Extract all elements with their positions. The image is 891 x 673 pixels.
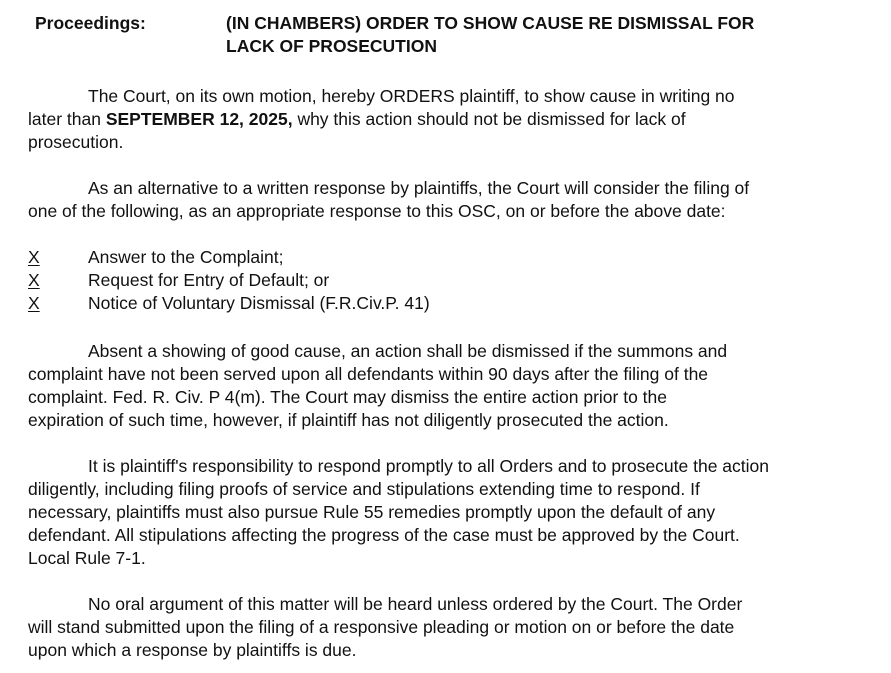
proceedings-title-line-2: LACK OF PROSECUTION — [226, 36, 437, 56]
paragraph-show-cause-line-3: prosecution. — [28, 132, 124, 152]
checklist-item — [28, 246, 628, 269]
checklist-item-label: Answer to the Complaint; — [88, 247, 284, 267]
checklist-item — [28, 292, 628, 315]
proceedings-title — [226, 12, 876, 58]
paragraph-alternative-response — [28, 177, 878, 223]
paragraph-good-cause-line-1: Absent a showing of good cause, an action shall be dismissed if the summons and — [88, 341, 728, 361]
paragraph-oral-argument-line-1: No oral argument of this matter will be heard unless ordered by the Court. The Order — [88, 594, 743, 614]
paragraph-good-cause — [28, 340, 878, 432]
checklist-item-label: Request for Entry of Default; or — [88, 270, 330, 290]
paragraph-show-cause-line-1: The Court, on its own motion, hereby ORDERS plaintiff, to show cause in writing no — [88, 86, 735, 106]
paragraph-show-cause-line-2-pre: later than — [28, 109, 106, 129]
paragraph-oral-argument — [28, 593, 878, 662]
check-mark-icon: X — [28, 293, 40, 313]
paragraph-oral-argument-line-3: upon which a response by plaintiffs is due. — [28, 640, 357, 660]
proceedings-label: Proceedings: — [35, 13, 146, 33]
check-mark-icon: X — [28, 270, 40, 290]
proceedings-title-line-1: (IN CHAMBERS) ORDER TO SHOW CAUSE RE DISMISSAL FOR — [226, 13, 755, 33]
deadline-date: SEPTEMBER 12, 2025, — [105, 109, 293, 129]
paragraph-responsibility-line-5: Local Rule 7-1. — [28, 548, 146, 568]
paragraph-good-cause-line-4: expiration of such time, however, if plaintiff has not diligently prosecuted the action. — [28, 410, 669, 430]
paragraph-good-cause-line-3: complaint. Fed. R. Civ. P 4(m). The Court may dismiss the entire action prior to the — [28, 387, 667, 407]
check-mark-icon: X — [28, 247, 40, 267]
proceedings-header — [0, 0, 891, 70]
response-checklist — [28, 246, 628, 315]
paragraph-plaintiff-responsibility — [28, 455, 878, 570]
paragraph-show-cause — [28, 85, 878, 154]
paragraph-responsibility-line-3: necessary, plaintiffs must also pursue Rule 55 remedies promptly upon the default of any — [28, 502, 716, 522]
paragraph-good-cause-line-2: complaint have not been served upon all defendants within 90 days after the filing of the — [28, 364, 709, 384]
paragraph-oral-argument-line-2: will stand submitted upon the filing of a responsive pleading or motion on or before the date — [28, 617, 735, 637]
paragraph-responsibility-line-2: diligently, including filing proofs of service and stipulations extending time to respond. If — [28, 479, 700, 499]
checklist-item — [28, 269, 628, 292]
paragraph-alternative-line-2: one of the following, as an appropriate response to this OSC, on or before the above date: — [28, 201, 726, 221]
paragraph-responsibility-line-4: defendant. All stipulations affecting the progress of the case must be approved by the Court. — [28, 525, 740, 545]
paragraph-alternative-line-1: As an alternative to a written response by plaintiffs, the Court will consider the filing of — [88, 178, 750, 198]
checklist-item-label: Notice of Voluntary Dismissal (F.R.Civ.P. 41) — [88, 293, 430, 313]
paragraph-show-cause-line-2-post: why this action should not be dismissed for lack of — [292, 109, 686, 129]
paragraph-responsibility-line-1: It is plaintiff's responsibility to respond promptly to all Orders and to prosecute the action — [88, 456, 770, 476]
